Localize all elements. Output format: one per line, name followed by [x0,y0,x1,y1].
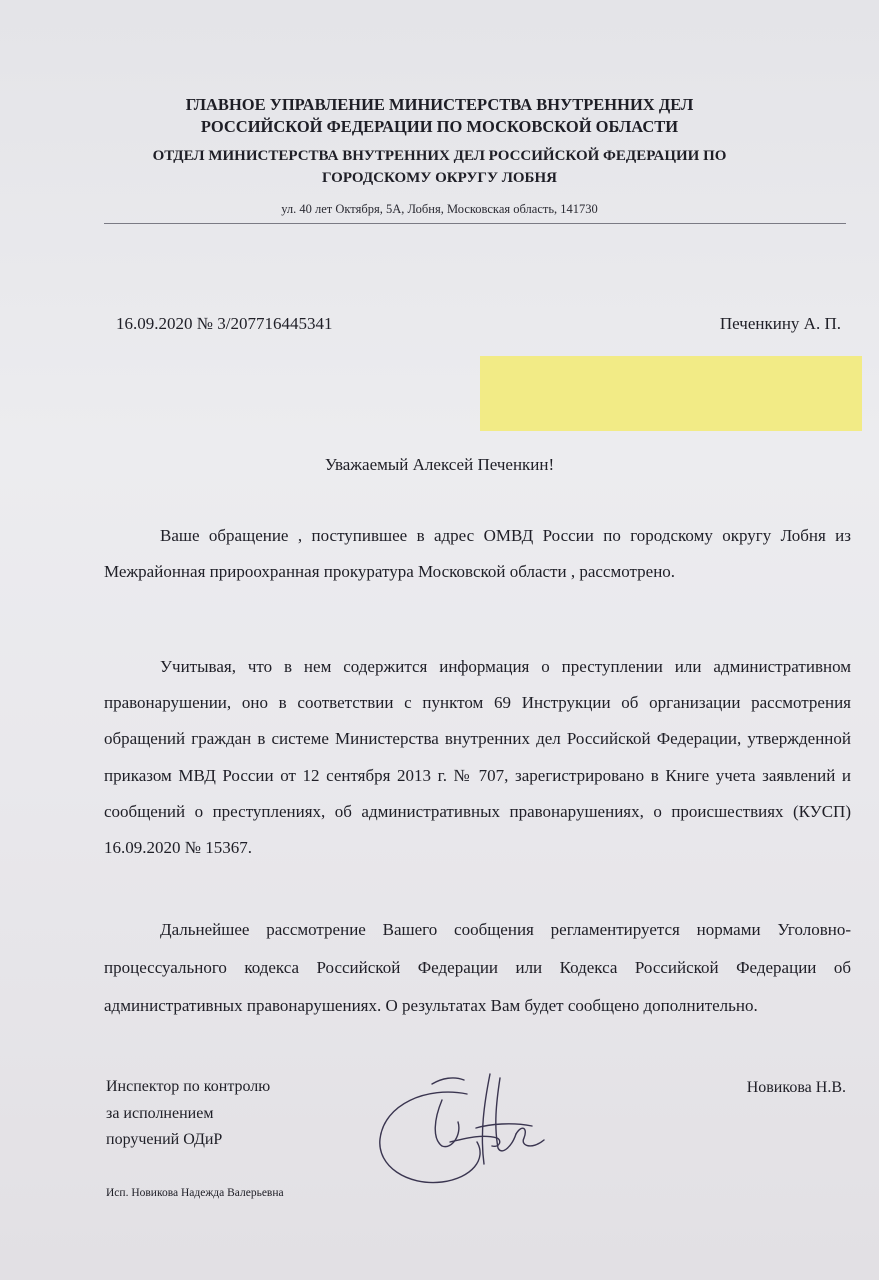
redacted-address-block [480,356,862,431]
date-number: 16.09.2020 № 3/207716445341 [116,314,333,333]
body-paragraph-3: Дальнейшее рассмотрение Вашего сообщения регламентируется нормами Уголовно-процессуального кодекса Российской Федерации или Кодекса Российской Федерации об административных правонарушениях. О результатах Вам будет сообщено дополнительно. [104,920,851,1015]
body-paragraph-1: Ваше обращение , поступившее в адрес ОМВД России по городскому округу Лобня из Межрайонная прироохранная прокуратура Московской области , рассмотрено. [104,526,851,581]
handwritten-signature [372,1064,562,1192]
ministry-header [0,94,879,138]
recipient-name: Печенкину А. П. [719,314,841,333]
signer-name: Новикова Н.В. [746,1079,846,1096]
department-address: ул. 40 лет Октября, 5А, Лобня, Московская область, 141730 [281,202,598,216]
header-line-1: ГЛАВНОЕ УПРАВЛЕНИЕ МИНИСТЕРСТВА ВНУТРЕННИХ ДЕЛ [185,95,694,114]
position-line-1: Инспектор по контролю [106,1078,271,1095]
header-line-4: ГОРОДСКОМУ ОКРУГУ ЛОБНЯ [322,170,557,186]
header-line-3: ОТДЕЛ МИНИСТЕРСТВА ВНУТРЕННИХ ДЕЛ РОССИЙСКОЙ ФЕДЕРАЦИИ ПО [152,148,727,164]
department-header [0,145,879,189]
header-line-2: РОССИЙСКОЙ ФЕДЕРАЦИИ ПО МОСКОВСКОЙ ОБЛАСТИ [200,117,679,136]
header-divider [104,223,846,224]
greeting: Уважаемый Алексей Печенкин! [324,455,555,474]
signer-position [106,1074,270,1154]
executor-note: Исп. Новикова Надежда Валерьевна [106,1187,284,1199]
position-line-3: поручений ОДиР [106,1131,223,1148]
position-line-2: за исполнением [106,1104,214,1122]
body-paragraph-2: Учитывая, что в нем содержится информация о преступлении или административном правонарушении, оно в соответствии с пунктом 69 Инструкции об организации рассмотрения обращений граждан в системе Министерства внутренних дел Российской Федерации, утвержденной приказом МВД России от 12 сентября 2013 г. № 707, зарегистрировано в Книге учета заявлений и сообщений о преступлениях, об административных правонарушениях, о происшествиях (КУСП) 16.09.2020 № 15367. [104,657,851,858]
